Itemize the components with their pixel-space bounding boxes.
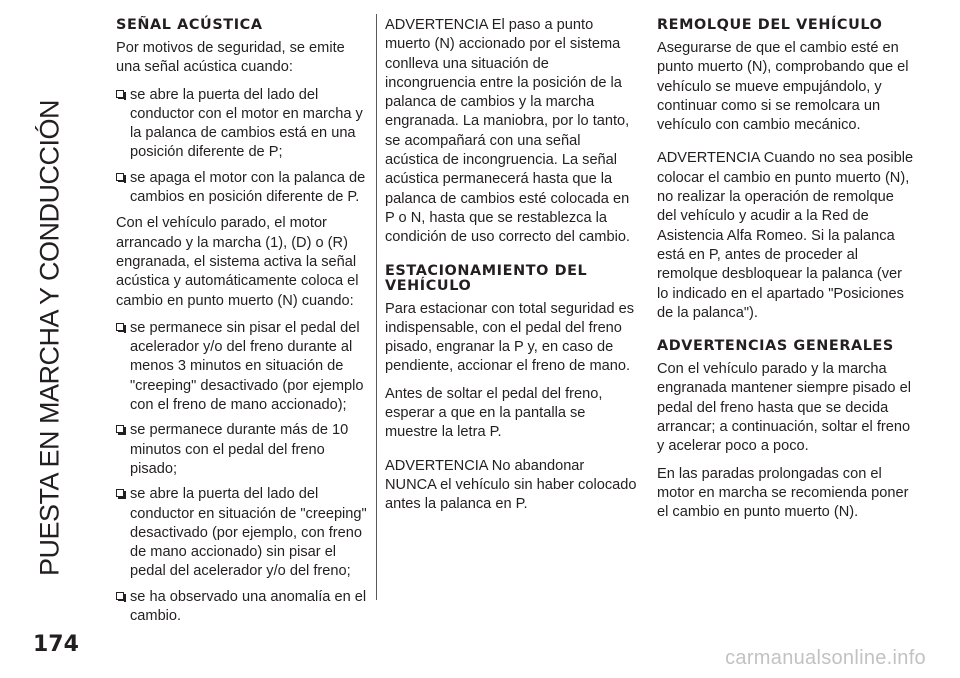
bullet-box-icon [116, 323, 124, 331]
column-2 [385, 16, 637, 523]
list-item-text: se ha observado una anomalía en el cambio. [130, 588, 367, 625]
list-item-text: se permanece sin pisar el pedal del acelerador y/o del freno durante al menos 3 minutos en situación de "creeping" desactivado (por ejemplo con el freno de mano accionado); [130, 319, 364, 414]
warning-paragraph: ADVERTENCIA No abandonar NUNCA el vehículo sin haber colocado antes la palanca en P. [385, 457, 637, 513]
column-1 [116, 16, 368, 633]
list-item [116, 485, 368, 581]
warning-paragraph: ADVERTENCIA El paso a punto muerto (N) accionado por el sistema conlleva una situación de incongruencia entre la posición de la palanca de cambios y la marcha engranada. La maniobra, por lo tanto, se acompañará con una señal acústica de incongruencia. La señal acústica permanecerá hasta que la palanca de cambios esté colocada en P o N, hasta que se restablezca la condición de uso correcto del cambio. [385, 17, 630, 246]
list-item [116, 86, 368, 163]
paragraph: Para estacionar con total seguridad es indispensable, con el pedal del freno pisado, engranar la P y, en caso de pendiente, accionar el freno de mano. [385, 300, 635, 375]
bullet-list-1 [116, 86, 368, 208]
list-item [116, 169, 368, 208]
list-item-text: se abre la puerta del lado del conductor con el motor en marcha y la palanca de cambios está en una posición diferente de P; [130, 86, 363, 161]
chapter-title: PUESTA EN MARCHA Y CONDUCCIÓN [34, 99, 65, 577]
watermark: carmanualsonline.info [725, 647, 926, 669]
paragraph: Con el vehículo parado, el motor arrancado y la marcha (1), (D) o (R) engranada, el sistema activa la señal acústica y automáticamente coloca el cambio en punto muerto (N) cuando: [116, 215, 359, 309]
paragraph: Por motivos de seguridad, se emite una señal acústica cuando: [116, 40, 345, 76]
paragraph: En las paradas prolongadas con el motor en marcha se recomienda poner el cambio en punto muerto (N). [657, 465, 909, 521]
bullet-box-icon [116, 489, 124, 497]
paragraph: Asegurarse de que el cambio esté en punto muerto (N), comprobando que el vehículo se mueve empujándolo, y continuar como si se remolcara un vehículo con cambio mecánico. [657, 40, 909, 134]
bullet-box-icon [116, 425, 124, 433]
bullet-box-icon [116, 592, 124, 600]
bullet-list-2 [116, 319, 368, 626]
heading-advertencias-generales: ADVERTENCIAS GENERALES [657, 338, 894, 355]
heading-senal-acustica: SEÑAL ACÚSTICA [116, 17, 263, 33]
list-item [116, 319, 368, 415]
bullet-box-icon [116, 173, 124, 181]
paragraph: Con el vehículo parado y la marcha engranada mantener siempre pisado el pedal del freno hasta que se decida arrancar; a continuación, soltar el freno y acelerar poco a poco. [657, 361, 911, 455]
list-item [116, 588, 368, 627]
paragraph: Antes de soltar el pedal del freno, esperar a que en la pantalla se muestre la letra P. [385, 385, 603, 441]
heading-estacionamiento: ESTACIONAMIENTO DEL VEHÍCULO [385, 262, 588, 294]
list-item [116, 421, 368, 479]
column-divider [376, 14, 377, 600]
list-item-text: se abre la puerta del lado del conductor en situación de "creeping" desactivado (por ejemplo, con freno de mano accionado) sin pisar el pedal del acelerador y/o del freno; [130, 486, 367, 580]
list-item-text: se apaga el motor con la palanca de cambios en posición diferente de P. [130, 169, 366, 206]
warning-paragraph: ADVERTENCIA Cuando no sea posible colocar el cambio en punto muerto (N), no realizar la operación de remolque del vehículo y acudir a la Red de Asistencia Alfa Romeo. Si la palanca está en P, antes de proceder al remolque desbloquear la palanca (ver lo indicado en el apartado "Posiciones de la palanca"). [657, 150, 914, 321]
page-number: 174 [33, 632, 79, 657]
heading-remolque: REMOLQUE DEL VEHÍCULO [657, 17, 883, 33]
column-3 [657, 16, 917, 531]
list-item-text: se permanece durante más de 10 minutos con el pedal del freno pisado; [130, 422, 349, 477]
bullet-box-icon [116, 90, 124, 98]
